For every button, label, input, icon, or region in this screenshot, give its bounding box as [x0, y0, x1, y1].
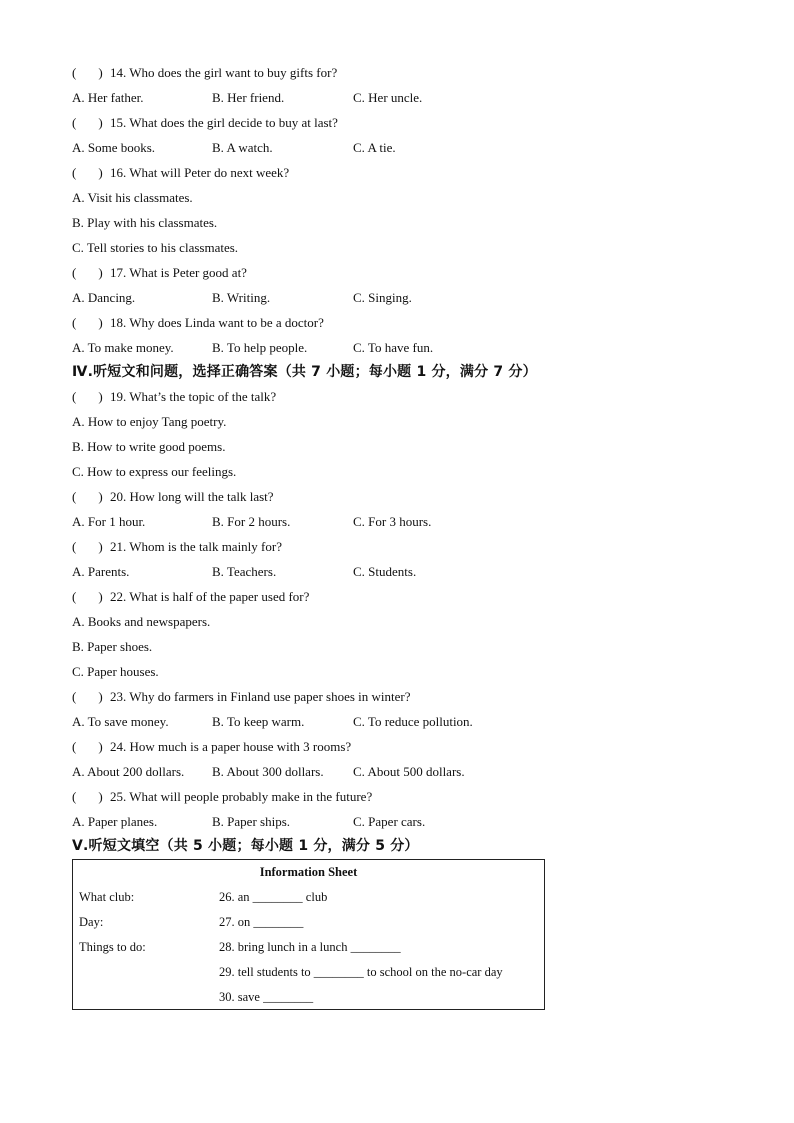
- info-row-27: [73, 910, 544, 935]
- options-25: [72, 809, 732, 834]
- option-c: C. Her uncle.: [353, 90, 423, 105]
- option-c: C. Paper cars.: [353, 814, 426, 829]
- exam-page: [72, 60, 732, 858]
- info-row-26: [73, 885, 544, 910]
- answer-blank[interactable]: ( ): [72, 389, 103, 404]
- fill-blank-30[interactable]: 30. save ________: [219, 990, 314, 1004]
- option-b: B. To help people.: [212, 340, 308, 355]
- option-b: B. Her friend.: [212, 90, 285, 105]
- options-14: [72, 85, 732, 110]
- option-c: C. About 500 dollars.: [353, 764, 465, 779]
- information-sheet: [72, 859, 545, 1010]
- info-row-30: [73, 985, 544, 1010]
- option-c: C. Singing.: [353, 290, 412, 305]
- fill-blank-29[interactable]: 29. tell students to ________ to school on the no-car day: [219, 965, 503, 979]
- options-23: [72, 709, 732, 734]
- fill-blank-26[interactable]: 26. an ________ club: [219, 890, 328, 904]
- info-label: [73, 985, 219, 1010]
- fill-blank-27[interactable]: 27. on ________: [219, 915, 304, 929]
- option-b: B. About 300 dollars.: [212, 764, 324, 779]
- option-b: B. To keep warm.: [212, 714, 305, 729]
- info-row-29: [73, 960, 544, 985]
- question-text: 20. How long will the talk last?: [110, 489, 274, 504]
- question-24: [72, 734, 732, 759]
- option-a: A. About 200 dollars.: [72, 764, 185, 779]
- info-label: Things to do:: [79, 940, 146, 954]
- question-15: [72, 110, 732, 135]
- question-text: 14. Who does the girl want to buy gifts for?: [110, 65, 338, 80]
- question-text: 21. Whom is the talk mainly for?: [110, 539, 282, 554]
- option-a: A. Dancing.: [72, 290, 136, 305]
- option-c: C. Students.: [353, 564, 417, 579]
- option-a: A. To save money.: [72, 714, 169, 729]
- answer-blank[interactable]: ( ): [72, 65, 103, 80]
- question-14: [72, 60, 732, 85]
- answer-blank[interactable]: ( ): [72, 315, 103, 330]
- question-text: 23. Why do farmers in Finland use paper shoes in winter?: [110, 689, 411, 704]
- question-text: 18. Why does Linda want to be a doctor?: [110, 315, 324, 330]
- option-a: A. To make money.: [72, 340, 174, 355]
- options-17: [72, 285, 732, 310]
- question-18: [72, 310, 732, 335]
- options-21: [72, 559, 732, 584]
- info-sheet-title: Information Sheet: [259, 865, 358, 879]
- answer-blank[interactable]: ( ): [72, 739, 103, 754]
- question-text: 19. What’s the topic of the talk?: [110, 389, 277, 404]
- options-24: [72, 759, 732, 784]
- fill-blank-28[interactable]: 28. bring lunch in a lunch ________: [219, 940, 401, 954]
- answer-blank[interactable]: ( ): [72, 115, 103, 130]
- question-25: [72, 784, 732, 809]
- option-a: A. For 1 hour.: [72, 514, 146, 529]
- answer-blank[interactable]: ( ): [72, 689, 103, 704]
- info-label: [73, 960, 219, 985]
- question-text: 25. What will people probably make in the future?: [110, 789, 373, 804]
- option-c: C. Tell stories to his classmates.: [72, 240, 239, 255]
- section-4-title: Ⅳ.听短文和问题，选择正确答案（共 7 小题；每小题 1 分，满分 7 分）: [72, 364, 537, 380]
- option-b: B. A watch.: [212, 140, 273, 155]
- question-22: [72, 584, 732, 609]
- info-row-28: [73, 935, 544, 960]
- option-b: B. Teachers.: [212, 564, 277, 579]
- question-19: [72, 384, 732, 409]
- option-c: C. Paper houses.: [72, 664, 159, 679]
- info-label: Day:: [79, 915, 104, 929]
- options-15: [72, 135, 732, 160]
- question-text: 17. What is Peter good at?: [110, 265, 247, 280]
- question-text: 15. What does the girl decide to buy at last?: [110, 115, 338, 130]
- option-c: C. How to express our feelings.: [72, 464, 237, 479]
- question-21: [72, 534, 732, 559]
- question-20: [72, 484, 732, 509]
- option-a: A. Visit his classmates.: [72, 190, 193, 205]
- options-20: [72, 509, 732, 534]
- section-5-title: Ⅴ.听短文填空（共 5 小题；每小题 1 分，满分 5 分）: [72, 838, 419, 854]
- option-b: B. Writing.: [212, 290, 271, 305]
- option-c: C. For 3 hours.: [353, 514, 432, 529]
- question-16: [72, 160, 732, 185]
- option-a: A. Parents.: [72, 564, 130, 579]
- option-c: C. To have fun.: [353, 340, 434, 355]
- answer-blank[interactable]: ( ): [72, 539, 103, 554]
- option-c: C. To reduce pollution.: [353, 714, 473, 729]
- option-a: A. Her father.: [72, 90, 144, 105]
- option-a: A. Some books.: [72, 140, 156, 155]
- option-b: B. Play with his classmates.: [72, 215, 218, 230]
- answer-blank[interactable]: ( ): [72, 589, 103, 604]
- option-a: A. How to enjoy Tang poetry.: [72, 414, 227, 429]
- question-23: [72, 684, 732, 709]
- answer-blank[interactable]: ( ): [72, 489, 103, 504]
- option-a: A. Books and newspapers.: [72, 614, 211, 629]
- question-text: 16. What will Peter do next week?: [110, 165, 290, 180]
- option-b: B. Paper ships.: [212, 814, 290, 829]
- question-text: 24. How much is a paper house with 3 rooms?: [110, 739, 352, 754]
- question-text: 22. What is half of the paper used for?: [110, 589, 310, 604]
- option-c: C. A tie.: [353, 140, 396, 155]
- question-17: [72, 260, 732, 285]
- answer-blank[interactable]: ( ): [72, 789, 103, 804]
- answer-blank[interactable]: ( ): [72, 265, 103, 280]
- option-b: B. How to write good poems.: [72, 439, 226, 454]
- option-b: B. For 2 hours.: [212, 514, 291, 529]
- option-b: B. Paper shoes.: [72, 639, 153, 654]
- options-18: [72, 335, 732, 360]
- info-label: What club:: [79, 890, 135, 904]
- option-a: A. Paper planes.: [72, 814, 158, 829]
- answer-blank[interactable]: ( ): [72, 165, 103, 180]
